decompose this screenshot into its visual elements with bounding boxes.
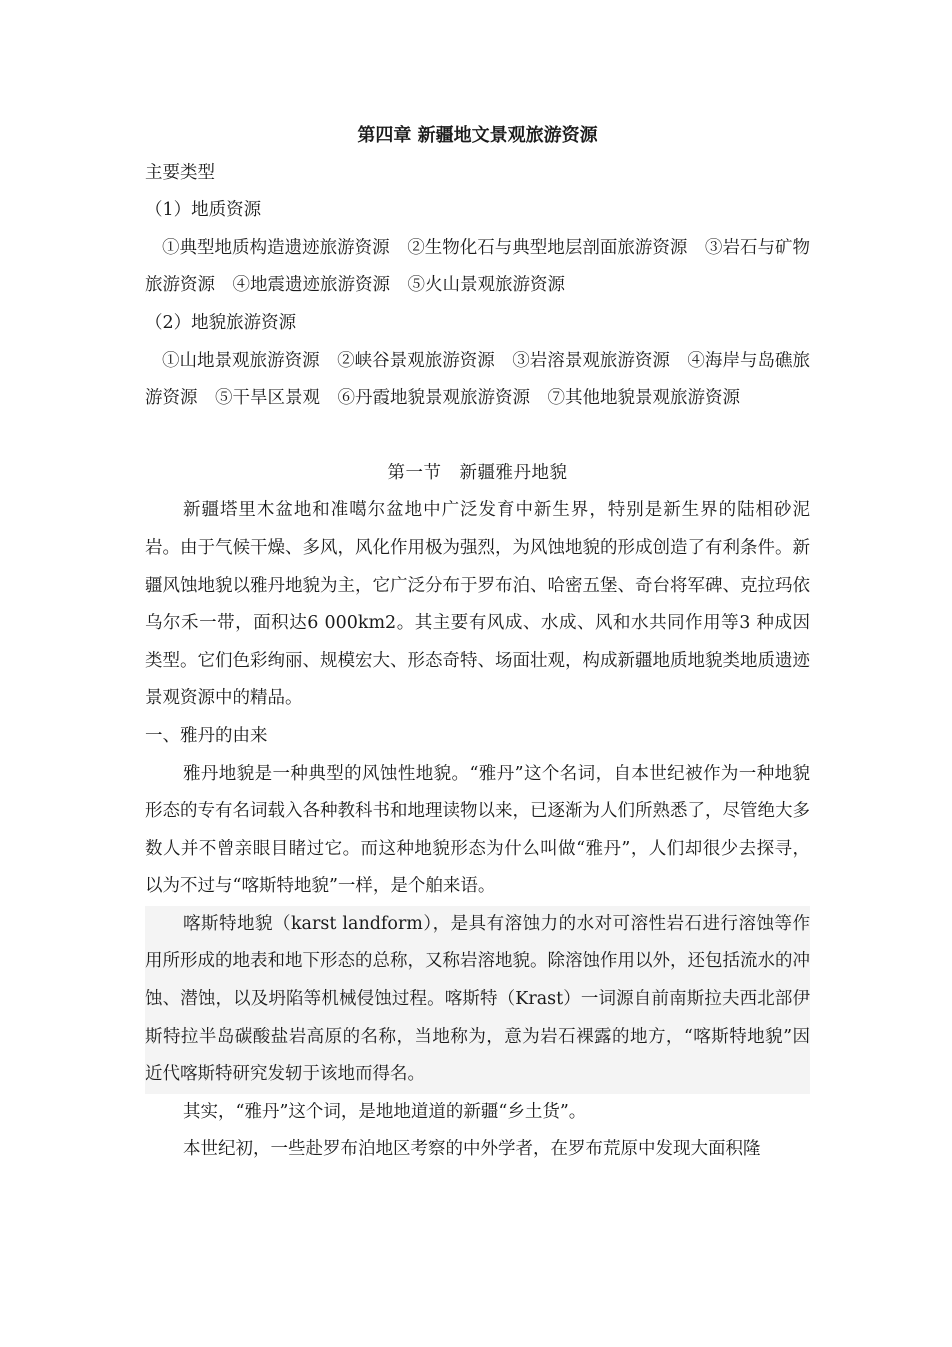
types-heading: 主要类型 bbox=[145, 162, 215, 183]
paragraph-early-century: 本世纪初，一些赴罗布泊地区考察的中外学者，在罗布荒原中发现大面积隆 bbox=[183, 1139, 761, 1160]
paragraph-yardang-origin: 雅丹地貌是一种典型的风蚀性地貌。“雅丹”这个名词，自本世纪被作为一种地貌形态的专有名词载入各种教科书和地理读物以来，已逐渐为人们所熟悉了，尽管绝大多数人并不曾亲眼目睹过它。而这种地貌形态为什么叫做“雅丹”，人们却很少去探寻，以为不过与“喀斯特地貌”一样，是个舶来语。 bbox=[145, 763, 810, 897]
section-name: 新疆雅丹地貌 bbox=[459, 462, 568, 483]
paragraph-local-term: 其实，“雅丹”这个词，是地地道道的新疆“乡土货”。 bbox=[183, 1101, 587, 1122]
landform-heading: （2）地貌旅游资源 bbox=[145, 312, 297, 333]
paragraph-karst: 喀斯特地貌（karst landform），是具有溶蚀力的水对可溶性岩石进行溶蚀等作用所形成的地表和地下形态的总称，又称岩溶地貌。除溶蚀作用以外，还包括流水的冲蚀、潜蚀，以及坍陷等机械侵蚀过程。喀斯特（Krast）一词源自前南斯拉夫西北部伊斯特拉半岛碳酸盐岩高原的名称，当地称为，意为岩石裸露的地方，“喀斯特地貌”因近代喀斯特研究发轫于该地而得名。 bbox=[145, 906, 810, 1094]
section-number: 第一节 bbox=[387, 462, 442, 483]
section-title bbox=[145, 455, 810, 493]
landform-items: ①山地景观旅游资源 ②峡谷景观旅游资源 ③岩溶景观旅游资源 ④海岸与岛礁旅游资源 ⑤干旱区景观 ⑥丹霞地貌景观旅游资源 ⑦其他地貌景观旅游资源 bbox=[145, 350, 810, 409]
section-intro-paragraph: 新疆塔里木盆地和准噶尔盆地中广泛发育中新生界，特别是新生界的陆相砂泥岩。由于气候干燥、多风，风化作用极为强烈，为风蚀地貌的形成创造了有利条件。新疆风蚀地貌以雅丹地貌为主，它广泛分布于罗布泊、哈密五堡、奇台将军碑、克拉玛依乌尔禾一带，面积达6 000km2。其主要有风成、水成、风和水共同作用等3 种成因类型。它们色彩绚丽、规模宏大、形态奇特、场面壮观，构成新疆地质地貌类地质遗迹景观资源中的精品。 bbox=[145, 500, 810, 709]
subsection-heading: 一、雅丹的由来 bbox=[145, 725, 268, 746]
chapter-title: 第四章 新疆地文景观旅游资源 bbox=[357, 125, 598, 146]
geology-heading: （1）地质资源 bbox=[145, 200, 262, 221]
page-content bbox=[145, 117, 810, 1169]
geology-items: ①典型地质构造遗迹旅游资源 ②生物化石与典型地层剖面旅游资源 ③岩石与矿物旅游资源 ④地震遗迹旅游资源 ⑤火山景观旅游资源 bbox=[145, 237, 810, 296]
